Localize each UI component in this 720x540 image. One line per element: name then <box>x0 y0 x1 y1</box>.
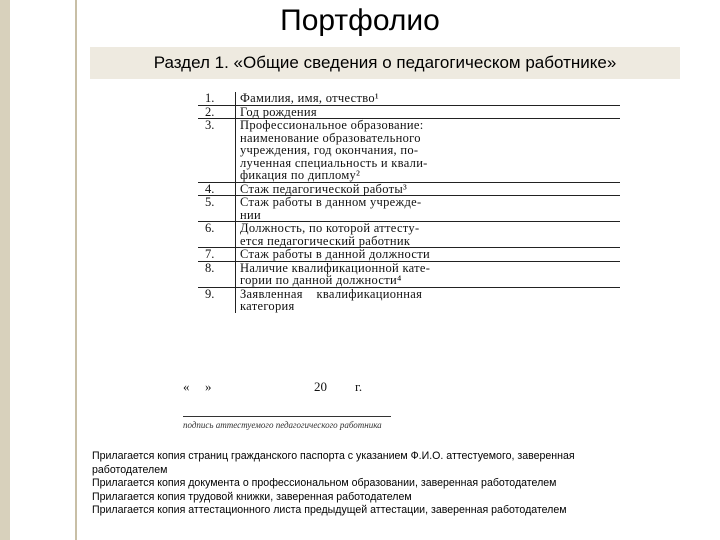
date-year-prefix: 20 <box>314 379 327 394</box>
attachment-notes <box>92 450 702 518</box>
form-row-label-line: Стаж педагогической работы³ <box>240 181 408 196</box>
form-row-label-line: категория <box>240 299 295 313</box>
form-row-number: 4. <box>205 181 215 196</box>
form-row-label <box>235 248 620 261</box>
form-row-label-line: Год рождения <box>240 104 317 119</box>
form-row <box>198 92 620 105</box>
form-row-label-line: ется педагогический работник <box>240 233 411 248</box>
form-row-label-line: лученная специальность и квали- <box>240 155 428 170</box>
attachment-note-line: Прилагается копия аттестационного листа предыдущей аттестации, заверенная работодателем <box>92 504 567 517</box>
left-decorative-band <box>0 0 10 540</box>
attachment-note-line: работодателем <box>92 463 168 476</box>
form-row-label-line: Стаж работы в данном учрежде- <box>240 195 422 209</box>
form-row-label-line: учреждения, год окончания, по- <box>240 143 419 157</box>
form-row <box>198 182 620 196</box>
date-year-suffix: г. <box>355 379 363 394</box>
form-row <box>198 247 620 261</box>
form-row-label-line: Наличие квалификационной кате- <box>240 260 431 275</box>
form-row-label <box>235 106 620 119</box>
general-info-form-table <box>198 92 620 350</box>
form-row-label-line: наименование образовательного <box>240 130 421 145</box>
form-row-label <box>235 196 620 221</box>
date-open-quote: « <box>183 379 190 394</box>
form-row-number: 2. <box>205 104 215 119</box>
form-row <box>198 261 620 287</box>
form-row-number: 8. <box>205 260 215 275</box>
section-header: Раздел 1. «Общие сведения о педагогическом работнике» <box>90 47 680 79</box>
form-row-label <box>235 183 620 196</box>
form-row-label-line: Профессиональное образование: <box>240 118 424 132</box>
attachment-note-line: Прилагается копия трудовой книжки, заверенная работодателем <box>92 490 412 503</box>
form-row-label <box>235 288 620 313</box>
form-row-number: 3. <box>205 118 215 132</box>
form-row-number: 9. <box>205 286 215 301</box>
form-row-label <box>235 222 620 247</box>
form-row-label-line: фикация по диплому² <box>240 168 361 182</box>
form-row-number: 1. <box>205 92 215 105</box>
form-row-label <box>235 92 620 105</box>
date-close-quote: » <box>205 379 212 394</box>
form-row-label-line: Должность, по которой аттесту- <box>240 221 420 235</box>
form-row-number: 5. <box>205 195 215 209</box>
form-row <box>198 221 620 247</box>
form-row-label-line: нии <box>240 207 261 222</box>
form-row <box>198 195 620 221</box>
form-row-number: 6. <box>205 221 215 235</box>
signature-caption: подпись аттестуемого педагогического работника <box>183 420 382 430</box>
form-row-number: 7. <box>205 247 215 261</box>
form-row <box>198 105 620 119</box>
left-decorative-line <box>75 0 77 540</box>
form-row-label <box>235 262 620 287</box>
page-title: Портфолио <box>280 4 440 37</box>
attachment-note-line: Прилагается копия страниц гражданского паспорта с указанием Ф.И.О. аттестуемого, заверенная <box>92 450 575 462</box>
form-row-label-line: гории по данной должности⁴ <box>240 273 402 287</box>
form-row <box>198 118 620 182</box>
form-row-label-line: Стаж работы в данной должности <box>240 247 430 261</box>
signature-line <box>183 416 391 417</box>
form-row-label <box>235 119 620 182</box>
form-row-label-line: Фамилия, имя, отчество¹ <box>240 92 379 105</box>
form-row <box>198 287 620 313</box>
attachment-note-line: Прилагается копия документа о профессиональном образовании, заверенная работодателем <box>92 477 557 490</box>
form-row-label-line: Заявленная квалификационная <box>240 286 423 301</box>
date-line <box>183 379 443 395</box>
